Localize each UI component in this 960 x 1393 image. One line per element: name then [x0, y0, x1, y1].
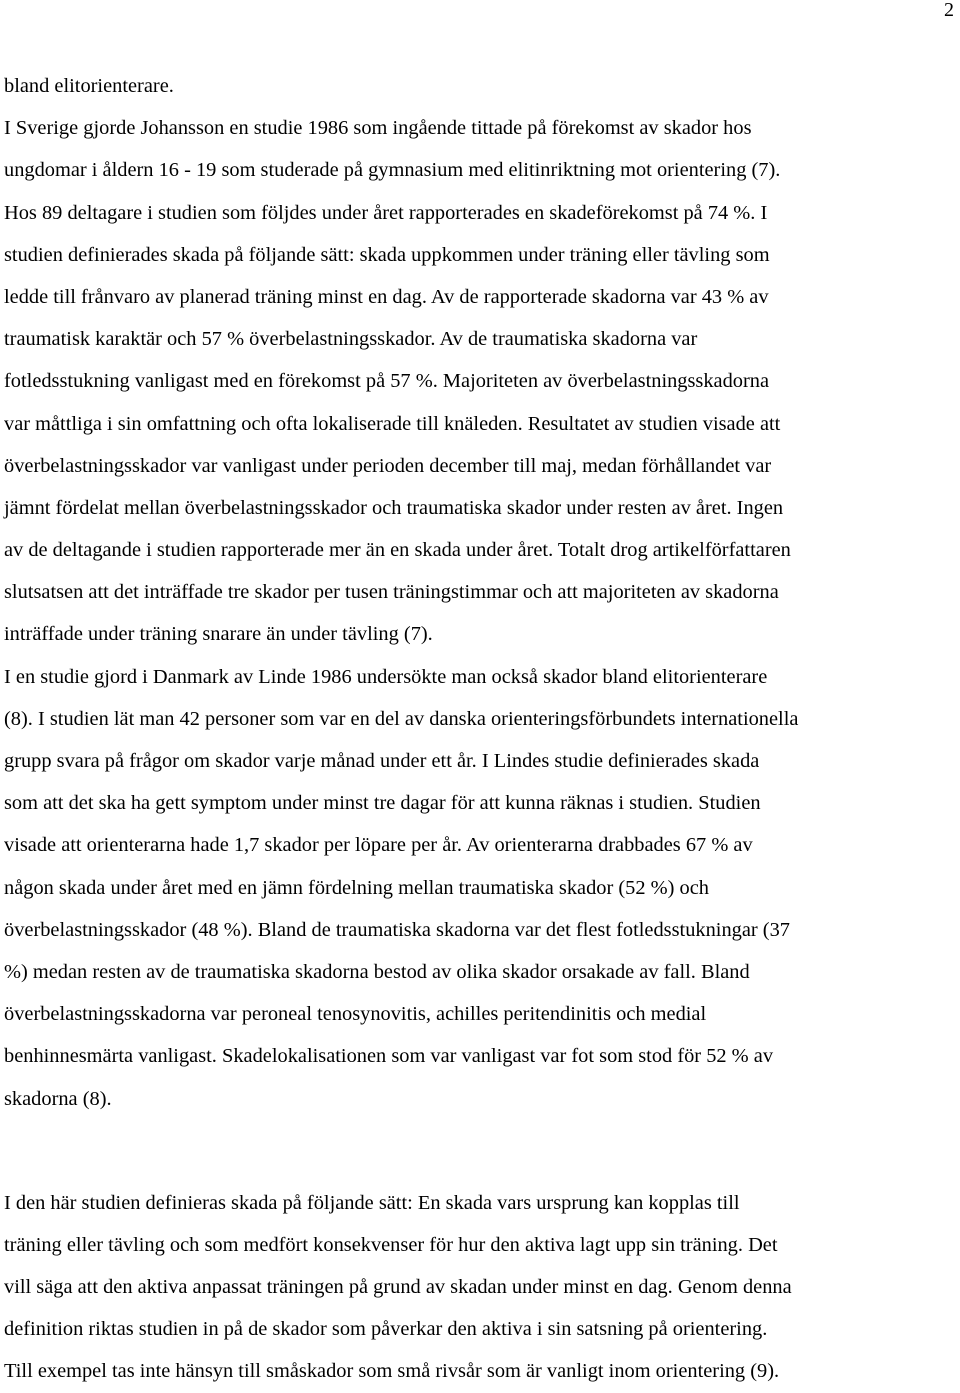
text-line: Till exempel tas inte hänsyn till småskador som små rivsår som är vanligt inom orientering (9).	[4, 1360, 780, 1383]
text-line: inträffade under träning snarare än under tävling (7).	[4, 623, 433, 646]
text-line: någon skada under året med en jämn fördelning mellan traumatiska skador (52 %) och	[4, 876, 709, 899]
text-line: ungdomar i åldern 16 - 19 som studerade på gymnasium med elitinriktning mot orientering (7).	[4, 159, 781, 182]
text-line: överbelastningsskador (48 %). Bland de traumatiska skadorna var det flest fotledsstukningar (37	[4, 918, 790, 941]
text-block-injury-definition	[4, 1182, 960, 1393]
text-line: skadorna (8).	[4, 1087, 112, 1110]
text-line: ledde till frånvaro av planerad träning minst en dag. Av de rapporterade skadorna var 43 % av	[4, 285, 769, 308]
text-line: överbelastningsskadorna var peroneal tenosynovitis, achilles peritendinitis och medial	[4, 1003, 707, 1026]
text-line: I en studie gjord i Danmark av Linde 1986 undersökte man också skador bland elitorienterare	[4, 665, 768, 688]
text-line: var måttliga i sin omfattning och ofta lokaliserade till knäleden. Resultatet av studien visade att	[4, 412, 781, 435]
text-line: överbelastningsskador var vanligast under perioden december till maj, medan förhållandet var	[4, 454, 772, 477]
text-line: av de deltagande i studien rapporterade mer än en skada under året. Totalt drog artikelförfattaren	[4, 539, 791, 562]
page-number: 2	[944, 0, 954, 21]
text-line: grupp svara på frågor om skador varje månad under ett år. I Lindes studie definierades skada	[4, 750, 760, 772]
text-line: träning eller tävling och som medfört konsekvenser för hur den aktiva lagt upp sin träning. Det	[4, 1233, 778, 1256]
text-line: visade att orienterarna hade 1,7 skador per löpare per år. Av orienterarna drabbades 67 % av	[4, 834, 753, 857]
text-line: vill säga att den aktiva anpassat träningen på grund av skadan under minst en dag. Genom denna	[4, 1276, 792, 1299]
text-line: studien definierades skada på följande sätt: skada uppkommen under träning eller tävling som	[4, 243, 770, 266]
paragraph-gap	[4, 1120, 960, 1182]
text-line: slutsatsen att det inträffade tre skador per tusen träningstimmar och att majoriteten av skadorna	[4, 581, 779, 604]
text-line: %) medan resten av de traumatiska skadorna bestod av olika skador orsakade av fall. Bland	[4, 960, 750, 983]
text-block-literature-review	[4, 65, 960, 1120]
document-body	[4, 65, 960, 1393]
text-line: definition riktas studien in på de skador som påverkar den aktiva i sin satsning på orientering.	[4, 1318, 768, 1341]
text-line: benhinnesmärta vanligast. Skadelokalisationen som var vanligast var fot som stod för 52 % av	[4, 1045, 774, 1068]
text-line: som att det ska ha gett symptom under minst tre dagar för att kunna räknas i studien. Studien	[4, 792, 761, 815]
text-line: fotledsstukning vanligast med en förekomst på 57 %. Majoriteten av överbelastningsskadorna	[4, 370, 770, 393]
text-line: I den här studien definieras skada på följande sätt: En skada vars ursprung kan kopplas till	[4, 1191, 740, 1214]
text-line: Hos 89 deltagare i studien som följdes under året rapporterades en skadeförekomst på 74 %. I	[4, 201, 768, 224]
text-line: bland elitorienterare.	[4, 75, 174, 97]
text-line: (8). I studien lät man 42 personer som var en del av danska orienteringsförbundets internationella	[4, 707, 799, 730]
text-line: jämnt fördelat mellan överbelastningsskador och traumatiska skador under resten av året. Ingen	[4, 496, 784, 519]
text-line: traumatisk karaktär och 57 % överbelastningsskador. Av de traumatiska skadorna var	[4, 328, 698, 351]
text-line: I Sverige gjorde Johansson en studie 1986 som ingående tittade på förekomst av skador hos	[4, 117, 752, 140]
